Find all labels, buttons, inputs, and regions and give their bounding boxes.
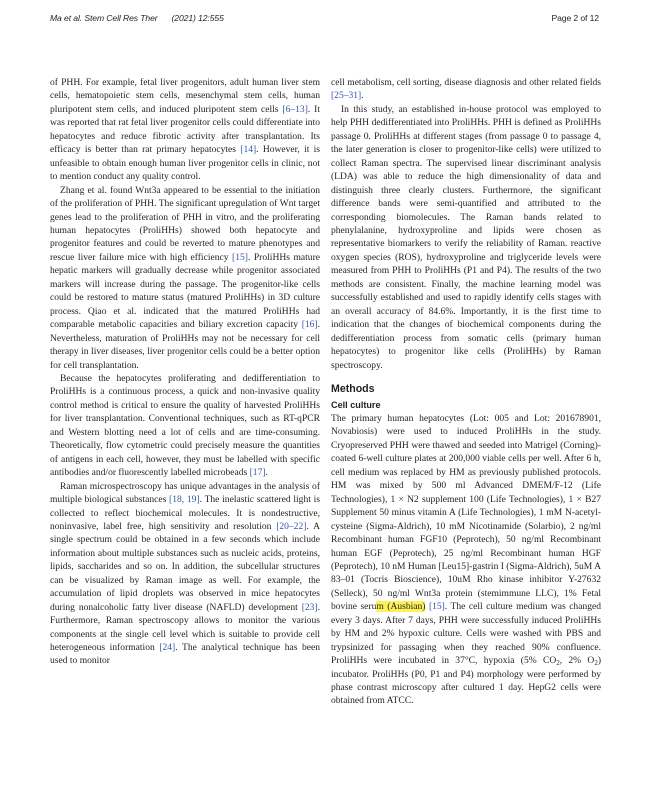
- citation-link[interactable]: [6–13]: [282, 103, 308, 115]
- citation-link[interactable]: [16]: [301, 319, 318, 331]
- citation-link[interactable]: [17]: [249, 467, 266, 479]
- paragraph: Zhang et al. found Wnt3a appeared to be essential to the initiation of the proliferation of PHH. The significant upregulation of Wnt target genes lead to the proliferation of PHH in vitro, and the proliferating human hepatocytes (ProliHHs) showed both hepatocyte and progenitor features and could be reverted to mature phenotypes and rescue liver failure mice with high efficiency [15]. ProliHHs mature hepatic markers will gradually decrease while progenitor associated markers will increase during the passage. The progenitor-like cells could be restored to mature status (matured ProliHHs) in 3D culture process. Qiao et al. indicated that the matured ProliHHs had comparable metabolic capacities and biliary excretion capacity [16]. Nevertheless, maturation of ProliHHs may not be necessary for cell therapy in liver diseases, liver progenitor cells could be a better option for cell transplantation.: [50, 184, 320, 371]
- citation-link[interactable]: [14]: [240, 144, 257, 156]
- left-column: [50, 76, 320, 668]
- section-heading: Methods: [331, 382, 375, 395]
- highlighted-text: m (Ausbian): [376, 601, 426, 613]
- paragraph: Raman microspectroscopy has unique advantages in the analysis of multiple biological substances [18, 19]. The inelastic scattered light is collected to reflect biochemical molecules. It is nondestructive, noninvasive, label free, high sensitivity and resolution [20–22]. A single spectrum could be obtained in a few seconds which include information about multiple substances such as nucleic acids, proteins, lipids, saccharides and so on. In addition, the subcellular structures can be visualized by Raman image as well. For example, the accumulation of lipid droplets was observed in mice hepatocytes during nonalcoholic fatty liver disease (NAFLD) development [23]. Furthermore, Raman spectroscopy allows to monitor the various components at the single cell level which is suitable to provide cell heterogeneous information [24]. The analytical technique has been used to monitor: [50, 480, 320, 667]
- paragraph: The primary human hepatocytes (Lot: 005 and Lot: 201678901, Novabiosis) were used to induced ProliHHs in the study. Cryopreserved PHH were thawed and seeded into Matrigel (Corning)-coated 6-well culture plates at 200,000 viable cells per well. After 6 h, cell medium was replaced by HM as previously published protocols. HM was mixed by 500 ml Advanced DMEM/F-12 (Life Technologies), 1 × N2 supplement 100 (Life Technologies), 1 × B27 Supplement 50 minus vitamin A (Life Technologies), 1 mM N-acetyl-cysteine (Sigma-Aldrich), 10 mM Nicotinamide (Solarbio), 2 ng/ml Recombinant human FGF10 (Peprotech), 50 ng/ml Recombinant human EGF (Peprotech), 25 ng/ml Recombinant human HGF (Peprotech), 10 nM Human [Leu15]-gastrin I (Sigma-Aldrich), 5uM A 83–01 (Tocris Bioscience), 10uM Rho kinase inhibitor Y-27632 (Selleck), 50 ng/ml Wnt3a protein (stemimmune LLC), 1% Fetal bovine serum (Ausbian) [15]. The cell culture medium was changed every 3 days. After 7 days, PHH were successfully induced ProliHHs by HM and 2% hypoxic culture. Cells were washed with PBS and trypsinized for passaging when they reached 90% confluence. ProliHHs were incubated in 37°C, hypoxia (5% $CO_2$, 2% $O_2$) incubator. ProliHHs (P0, P1 and P4) morphology were performed by phase contrast microscopy after cultured 1 day. HepG2 cells were obtained from ATCC.: [331, 412, 602, 707]
- citation-link[interactable]: [18, 19]: [169, 494, 200, 506]
- citation-link[interactable]: [25–31]: [331, 90, 362, 102]
- citation-link[interactable]: [15]: [232, 251, 248, 263]
- paragraph: In this study, an established in-house protocol was employed to help PHH dedifferentiated into ProliHHs. PHH is defined as ProliHHs passage 0. ProliHHs at different stages (from passage 0 to passage 4, the later generation is closer to progenitor-like cells) were utilized to collect Raman spectra. The supervised linear discriminant analysis (LDA) was able to reduce the high dimensionality of data and distinguish three clearly clusters. Furthermore, the significant difference bands were semi-quantified and attributed to the corresponding biomolecules. The Raman bands related to phenylalanine, hydroxyproline and lipids were chosen as representative biomarkers to verify the reliability of Raman. reactive oxygen species (ROS), hydroxyproline and triglyceride levels were measured from PHH to ProliHHs (P1 and P4). The results of the two methods are consistent. Finally, the machine learning model was successfully established and used to rapidly identify cells stages with an overall accuracy of 84.6%. Importantly, it is the first time to indication that the changes of biochemical components during the dedifferentiation process from somatic cells (primary human hepatocytes) to progenitor like cells (ProliHHs) by Raman spectroscopy.: [331, 103, 601, 371]
- citation-link[interactable]: [20–22]: [276, 520, 307, 532]
- right-column: [331, 76, 601, 708]
- paragraph: Because the hepatocytes proliferating and dedifferentiation to ProliHHs is a continuous process, a quick and non-invasive quality control method is critical to ensure the quality of harvested ProliHHs for liver transplantation. Conventional techniques, such as RT-qPCR and Western blotting need a lot of cells and are time-consuming. Theoretically, flow cytometric could precisely measure the quantities of antigens in each cell, however, they must be labelled with specific antibodies and/or fluorescently labelled microbeads [17].: [50, 372, 320, 479]
- citation-link[interactable]: [24]: [159, 642, 176, 654]
- citation-year: (2021) 12:555: [171, 13, 224, 23]
- citation-text: Ma et al. Stem Cell Res Ther: [50, 13, 158, 23]
- subsection-heading: Cell culture: [331, 399, 381, 410]
- paragraph: cell metabolism, cell sorting, disease diagnosis and other related fields [25–31].: [331, 77, 601, 102]
- journal-citation: [50, 13, 224, 23]
- paragraph: of PHH. For example, fetal liver progenitors, adult human liver stem cells, hematopoietic stem cells, mesenchymal stem cells, human pluripotent stem cells, and induced pluripotent stem cells [6–13]. It was reported that rat fetal liver progenitor cells could differentiate into hepatocytes and reduce fibrotic activity after transplantation. Its efficacy is better than rat primary hepatocytes [14]. However, it is unfeasible to obtain enough human liver progenitor cells in clinic, not to mention conduct any quality control.: [50, 77, 320, 183]
- citation-link[interactable]: [23]: [301, 601, 318, 613]
- page-number: Page 2 of 12: [551, 13, 599, 23]
- running-header: [50, 13, 599, 27]
- citation-link[interactable]: [15]: [428, 601, 445, 613]
